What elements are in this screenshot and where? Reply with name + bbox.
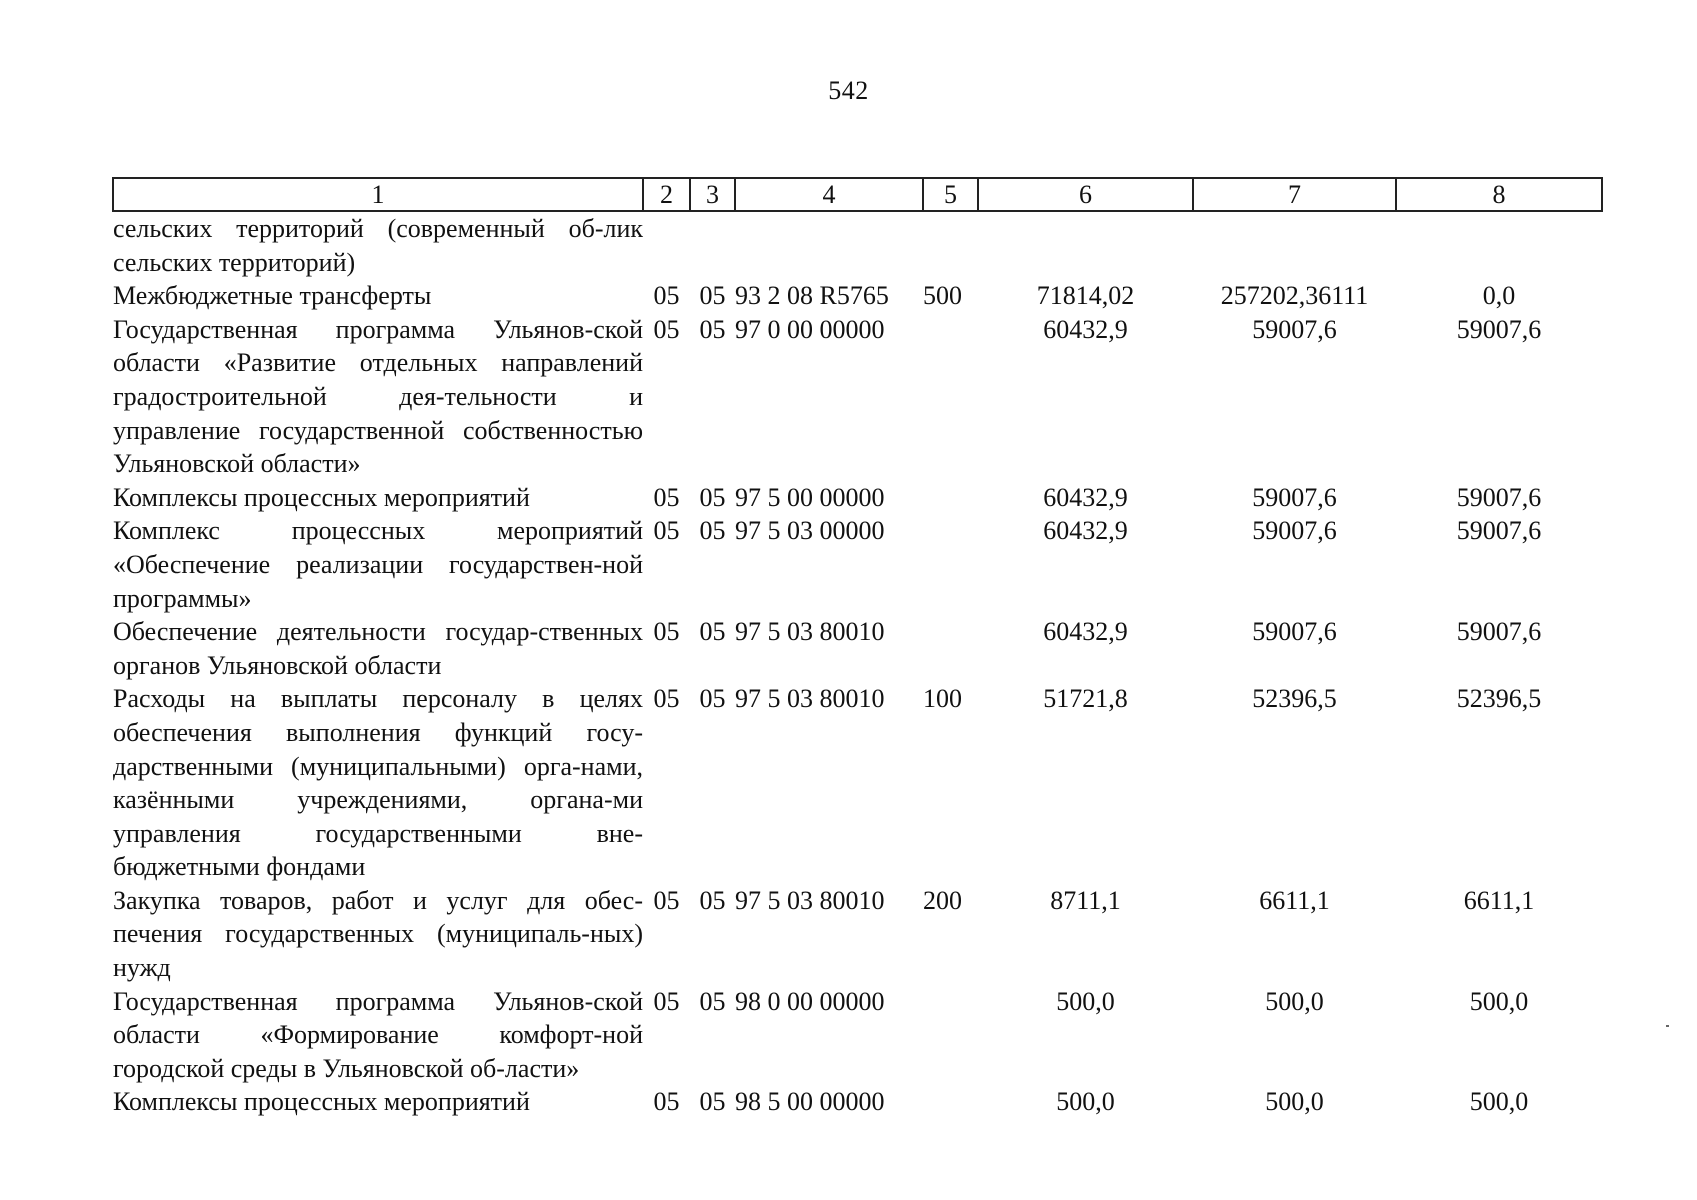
expense-type-code xyxy=(923,211,978,279)
table-row xyxy=(113,615,1602,682)
page-number: 542 xyxy=(828,76,869,105)
expense-type-code xyxy=(923,514,978,615)
chapter-code: 05 xyxy=(653,885,680,915)
subchapter-code: 05 xyxy=(699,684,726,714)
subchapter-code: 05 xyxy=(699,617,726,647)
amount-col-6: 500,0 xyxy=(1056,986,1115,1016)
table-row xyxy=(113,514,1602,615)
amount-col-6 xyxy=(978,211,1193,279)
amount-col-6: 51721,8 xyxy=(1043,684,1128,714)
header-cell: 7 xyxy=(1193,178,1396,211)
header-cell: 4 xyxy=(735,178,923,211)
expense-type-code xyxy=(923,985,978,1086)
amount-col-8: 59007,6 xyxy=(1456,314,1542,344)
amount-col-7: 6611,1 xyxy=(1259,885,1330,915)
scan-speck xyxy=(1666,1025,1669,1027)
table-row xyxy=(113,481,1602,515)
amount-col-7: 500,0 xyxy=(1265,1087,1324,1117)
amount-col-8: 500,0 xyxy=(1469,986,1529,1016)
table-row xyxy=(113,985,1602,1086)
target-article-code xyxy=(735,211,923,279)
row-name: Комплекс процессных мероприятий «Обеспечение реализации государствен-ной программы» xyxy=(113,516,643,613)
row-name: Закупка товаров, работ и услуг для обес-печения государственных (муниципаль-ных) нужд xyxy=(113,885,643,983)
table-row xyxy=(113,884,1602,985)
expense-type-code: 500 xyxy=(923,281,962,311)
table-row xyxy=(113,279,1602,313)
expense-type-code xyxy=(923,1085,978,1119)
row-name: сельских территорий (современный об-лик сельских территорий) xyxy=(113,214,643,277)
subchapter-code: 05 xyxy=(699,281,726,311)
table-row xyxy=(113,682,1602,884)
amount-col-7: 500,0 xyxy=(1265,986,1324,1016)
column-number-header xyxy=(113,178,1602,211)
amount-col-7 xyxy=(1193,211,1396,279)
amount-col-7: 52396,5 xyxy=(1252,684,1337,714)
chapter-code: 05 xyxy=(653,684,680,714)
expense-type-code xyxy=(923,481,978,515)
amount-col-8: 0,0 xyxy=(1482,281,1516,311)
row-name: Государственная программа Ульянов-ской области «Формирование комфорт-ной городской среды в Ульяновской об-ласти» xyxy=(113,986,643,1083)
subchapter-code xyxy=(690,211,735,279)
target-article-code: 98 0 00 00000 xyxy=(735,986,885,1016)
expense-type-code xyxy=(923,615,978,682)
table-row xyxy=(113,211,1602,279)
subchapter-code: 05 xyxy=(699,986,726,1016)
chapter-code: 05 xyxy=(653,986,680,1016)
budget-table xyxy=(112,177,1603,1119)
target-article-code: 97 5 00 00000 xyxy=(735,482,885,512)
amount-col-8: 59007,6 xyxy=(1456,482,1542,512)
header-cell: 8 xyxy=(1396,178,1602,211)
amount-col-6: 8711,1 xyxy=(1050,885,1121,915)
amount-col-7: 59007,6 xyxy=(1252,482,1337,512)
target-article-code: 97 5 03 00000 xyxy=(735,516,885,546)
amount-col-7: 59007,6 xyxy=(1252,314,1337,344)
table-body xyxy=(113,211,1602,1119)
header-cell: 5 xyxy=(923,178,978,211)
amount-col-6: 60432,9 xyxy=(1043,482,1128,512)
amount-col-8 xyxy=(1396,211,1602,279)
amount-col-6: 71814,02 xyxy=(1036,281,1135,311)
expense-type-code: 100 xyxy=(923,684,962,714)
target-article-code: 93 2 08 R5765 xyxy=(735,281,889,311)
target-article-code: 97 0 00 00000 xyxy=(735,314,885,344)
table-row xyxy=(113,1085,1602,1119)
subchapter-code: 05 xyxy=(699,1087,726,1117)
chapter-code: 05 xyxy=(653,617,680,647)
row-name: Межбюджетные трансферты xyxy=(113,281,432,311)
target-article-code: 97 5 03 80010 xyxy=(735,885,885,915)
target-article-code: 97 5 03 80010 xyxy=(735,617,885,647)
row-name: Расходы на выплаты персоналу в целях обеспечения выполнения функций госу-дарственными (муниципальными) орга-нами, казёнными учреждениями, органа-ми управления государственными вне-бюджетными фондами xyxy=(113,684,643,882)
expense-type-code xyxy=(923,313,978,481)
row-name: Обеспечение деятельности государ-ственных органов Ульяновской области xyxy=(113,617,643,680)
amount-col-7: 59007,6 xyxy=(1252,516,1337,546)
chapter-code: 05 xyxy=(653,281,680,311)
target-article-code: 98 5 00 00000 xyxy=(735,1087,885,1117)
amount-col-8: 59007,6 xyxy=(1456,617,1542,647)
amount-col-6: 60432,9 xyxy=(1043,314,1128,344)
subchapter-code: 05 xyxy=(699,516,726,546)
row-name: Государственная программа Ульянов-ской области «Развитие отдельных направлений градостроительной дея-тельности и управление государственной собственностью Ульяновской области» xyxy=(113,314,643,479)
header-cell: 6 xyxy=(978,178,1193,211)
amount-col-7: 59007,6 xyxy=(1252,617,1337,647)
table-row xyxy=(113,313,1602,481)
amount-col-8: 59007,6 xyxy=(1456,516,1542,546)
subchapter-code: 05 xyxy=(699,314,726,344)
row-name: Комплексы процессных мероприятий xyxy=(113,1087,530,1117)
amount-col-6: 500,0 xyxy=(1056,1087,1115,1117)
row-name: Комплексы процессных мероприятий xyxy=(113,482,530,512)
target-article-code: 97 5 03 80010 xyxy=(735,684,885,714)
amount-col-6: 60432,9 xyxy=(1043,617,1128,647)
expense-type-code: 200 xyxy=(923,885,962,915)
chapter-code: 05 xyxy=(653,482,680,512)
amount-col-8: 6611,1 xyxy=(1463,885,1535,915)
subchapter-code: 05 xyxy=(699,885,726,915)
amount-col-8: 500,0 xyxy=(1469,1087,1529,1117)
chapter-code: 05 xyxy=(653,1087,680,1117)
chapter-code: 05 xyxy=(653,314,680,344)
amount-col-7: 257202,36111 xyxy=(1220,281,1369,311)
chapter-code: 05 xyxy=(653,516,680,546)
chapter-code xyxy=(643,211,690,279)
header-cell: 1 xyxy=(113,178,643,211)
amount-col-8: 52396,5 xyxy=(1456,684,1542,714)
subchapter-code: 05 xyxy=(699,482,726,512)
header-cell: 2 xyxy=(643,178,690,211)
amount-col-6: 60432,9 xyxy=(1043,516,1128,546)
header-cell: 3 xyxy=(690,178,735,211)
